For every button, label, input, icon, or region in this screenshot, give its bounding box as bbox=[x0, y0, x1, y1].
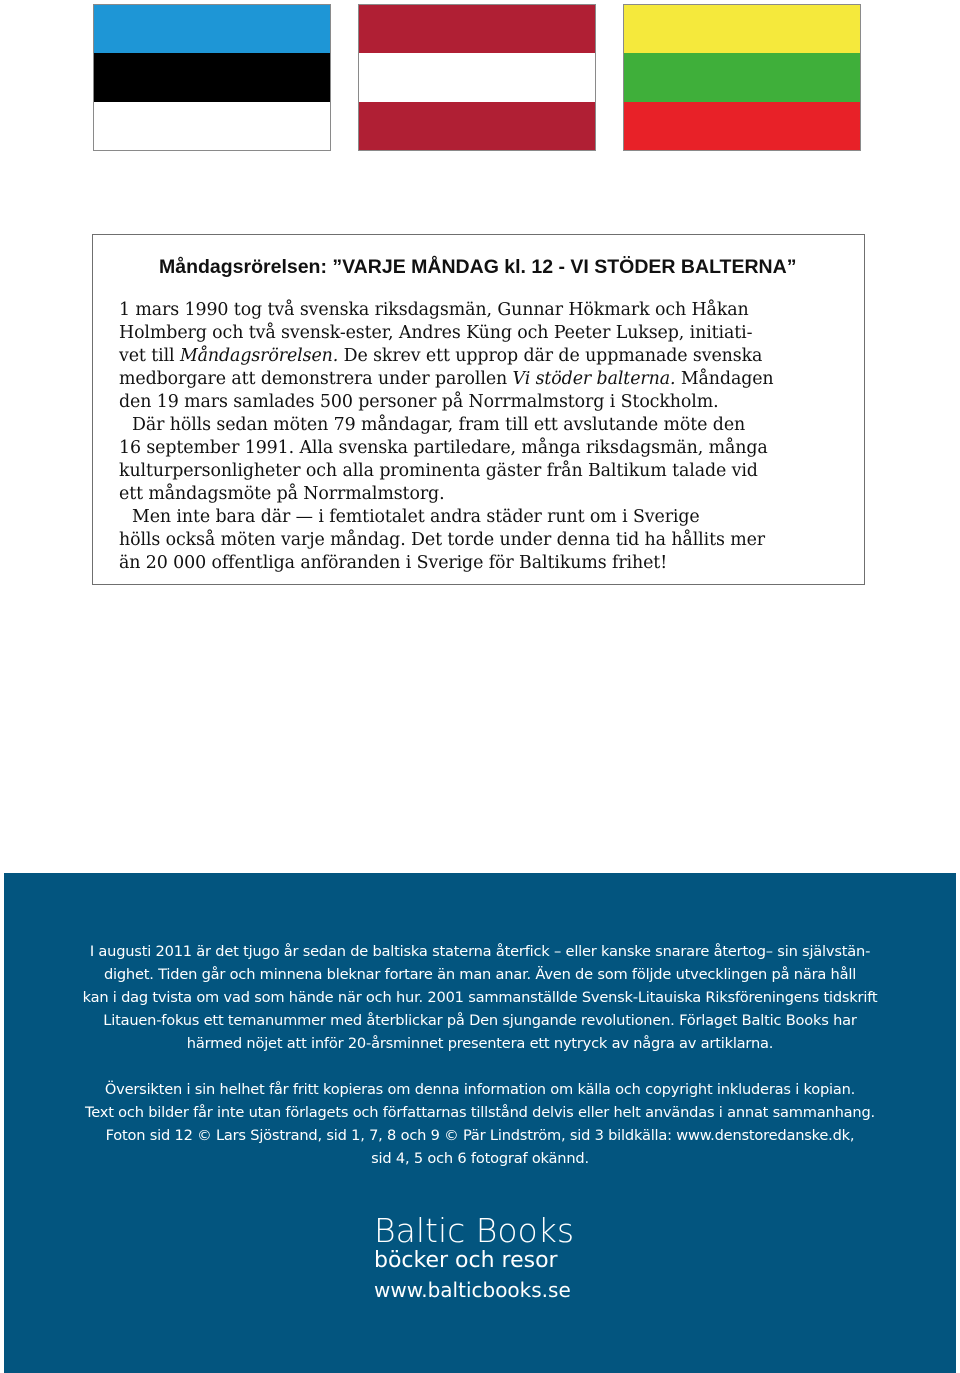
body-line: Men inte bara där — i femtiotalet andra städer runt om i Sverige bbox=[132, 507, 700, 527]
copyright-line: Text och bilder får inte utan förlagets och författarnas tillstånd delvis eller helt användas i annat sammanhang. bbox=[85, 1104, 875, 1121]
footer-line: kan i dag tvista om vad som hände när och hur. 2001 sammanställde Svensk-Litauiska Riksföreningens tidskrift bbox=[82, 989, 878, 1006]
flag-stripe-white bbox=[359, 53, 595, 101]
estonia-flag bbox=[93, 4, 331, 151]
copyright-line: Översikten i sin helhet får fritt kopieras om denna information om källa och copyright inkluderas i kopian. bbox=[104, 1081, 856, 1098]
body-line: Holmberg och två svensk-ester, Andres Küng och Peeter Luksep, initiati- bbox=[119, 323, 753, 343]
body-line: ett måndagsmöte på Norrmalmstorg. bbox=[119, 484, 445, 504]
body-line bbox=[119, 368, 849, 391]
flag-stripe-red bbox=[624, 102, 860, 150]
flag-stripe-green bbox=[624, 53, 860, 101]
body-line: kulturpersonligheter och alla prominenta gäster från Baltikum talade vid bbox=[119, 461, 758, 481]
footer-line: dighet. Tiden går och minnena bleknar fortare än man anar. Även de som följde utvecklingen på nära håll bbox=[103, 966, 857, 983]
brand-block bbox=[374, 1213, 574, 1304]
brand-name: Baltic Books bbox=[374, 1211, 575, 1250]
flag-stripe-blue bbox=[94, 5, 330, 53]
body-line: den 19 mars samlades 500 personer på Norrmalmstorg i Stockholm. bbox=[119, 392, 719, 412]
italic-text: Måndagsrörelsen. bbox=[179, 346, 339, 366]
photo-credits-line: sid 4, 5 och 6 fotograf okännd. bbox=[371, 1150, 589, 1167]
flag-stripe-yellow bbox=[624, 5, 860, 53]
flag-stripe-black bbox=[94, 53, 330, 101]
body-line: Där hölls sedan möten 79 måndagar, fram till ett avslutande möte den bbox=[132, 415, 746, 435]
text-run: vet till bbox=[119, 346, 180, 366]
info-box bbox=[92, 234, 865, 585]
body-line: än 20 000 offentliga anföranden i Sverige för Baltikums frihet! bbox=[119, 553, 668, 573]
footer-panel bbox=[4, 873, 956, 1373]
lithuania-flag bbox=[623, 4, 861, 151]
text-run: De skrev ett upprop där de uppmanade svenska bbox=[338, 346, 763, 366]
box-title: Måndagsrörelsen: ”VARJE MÅNDAG kl. 12 - VI STÖDER BALTERNA” bbox=[159, 256, 797, 278]
text-run: medborgare att demonstrera under parollen bbox=[119, 369, 513, 389]
flag-stripe-red-bottom bbox=[359, 102, 595, 150]
flag-stripe-red-top bbox=[359, 5, 595, 53]
flag-stripe-white bbox=[94, 102, 330, 150]
brand-url-link[interactable]: www.balticbooks.se bbox=[374, 1278, 571, 1302]
body-line: 1 mars 1990 tog två svenska riksdagsmän, Gunnar Hökmark och Håkan bbox=[119, 300, 749, 320]
italic-text: Vi stöder balterna. bbox=[512, 369, 676, 389]
footer-line: I augusti 2011 är det tjugo år sedan de baltiska staterna återfick – eller kanske snarare återtog– sin självstän- bbox=[89, 943, 871, 960]
footer-line: Litauen-fokus ett temanummer med återblickar på Den sjungande revolutionen. Förlaget Baltic Books har bbox=[103, 1012, 857, 1029]
photo-credits-line: Foton sid 12 © Lars Sjöstrand, sid 1, 7, 8 och 9 © Pär Lindström, sid 3 bildkälla: www.denstoredanske.dk, bbox=[105, 1127, 855, 1144]
body-line bbox=[119, 345, 849, 368]
body-line: 16 september 1991. Alla svenska partiledare, många riksdagsmän, många bbox=[119, 438, 768, 458]
text-run: Måndagen bbox=[675, 369, 774, 389]
latvia-flag bbox=[358, 4, 596, 151]
brand-tagline: böcker och resor bbox=[374, 1248, 558, 1273]
footer-line: härmed nöjet att inför 20-årsminnet presentera ett nytryck av några av artiklarna. bbox=[186, 1035, 774, 1052]
body-line: hölls också möten varje måndag. Det torde under denna tid ha hållits mer bbox=[119, 530, 766, 550]
